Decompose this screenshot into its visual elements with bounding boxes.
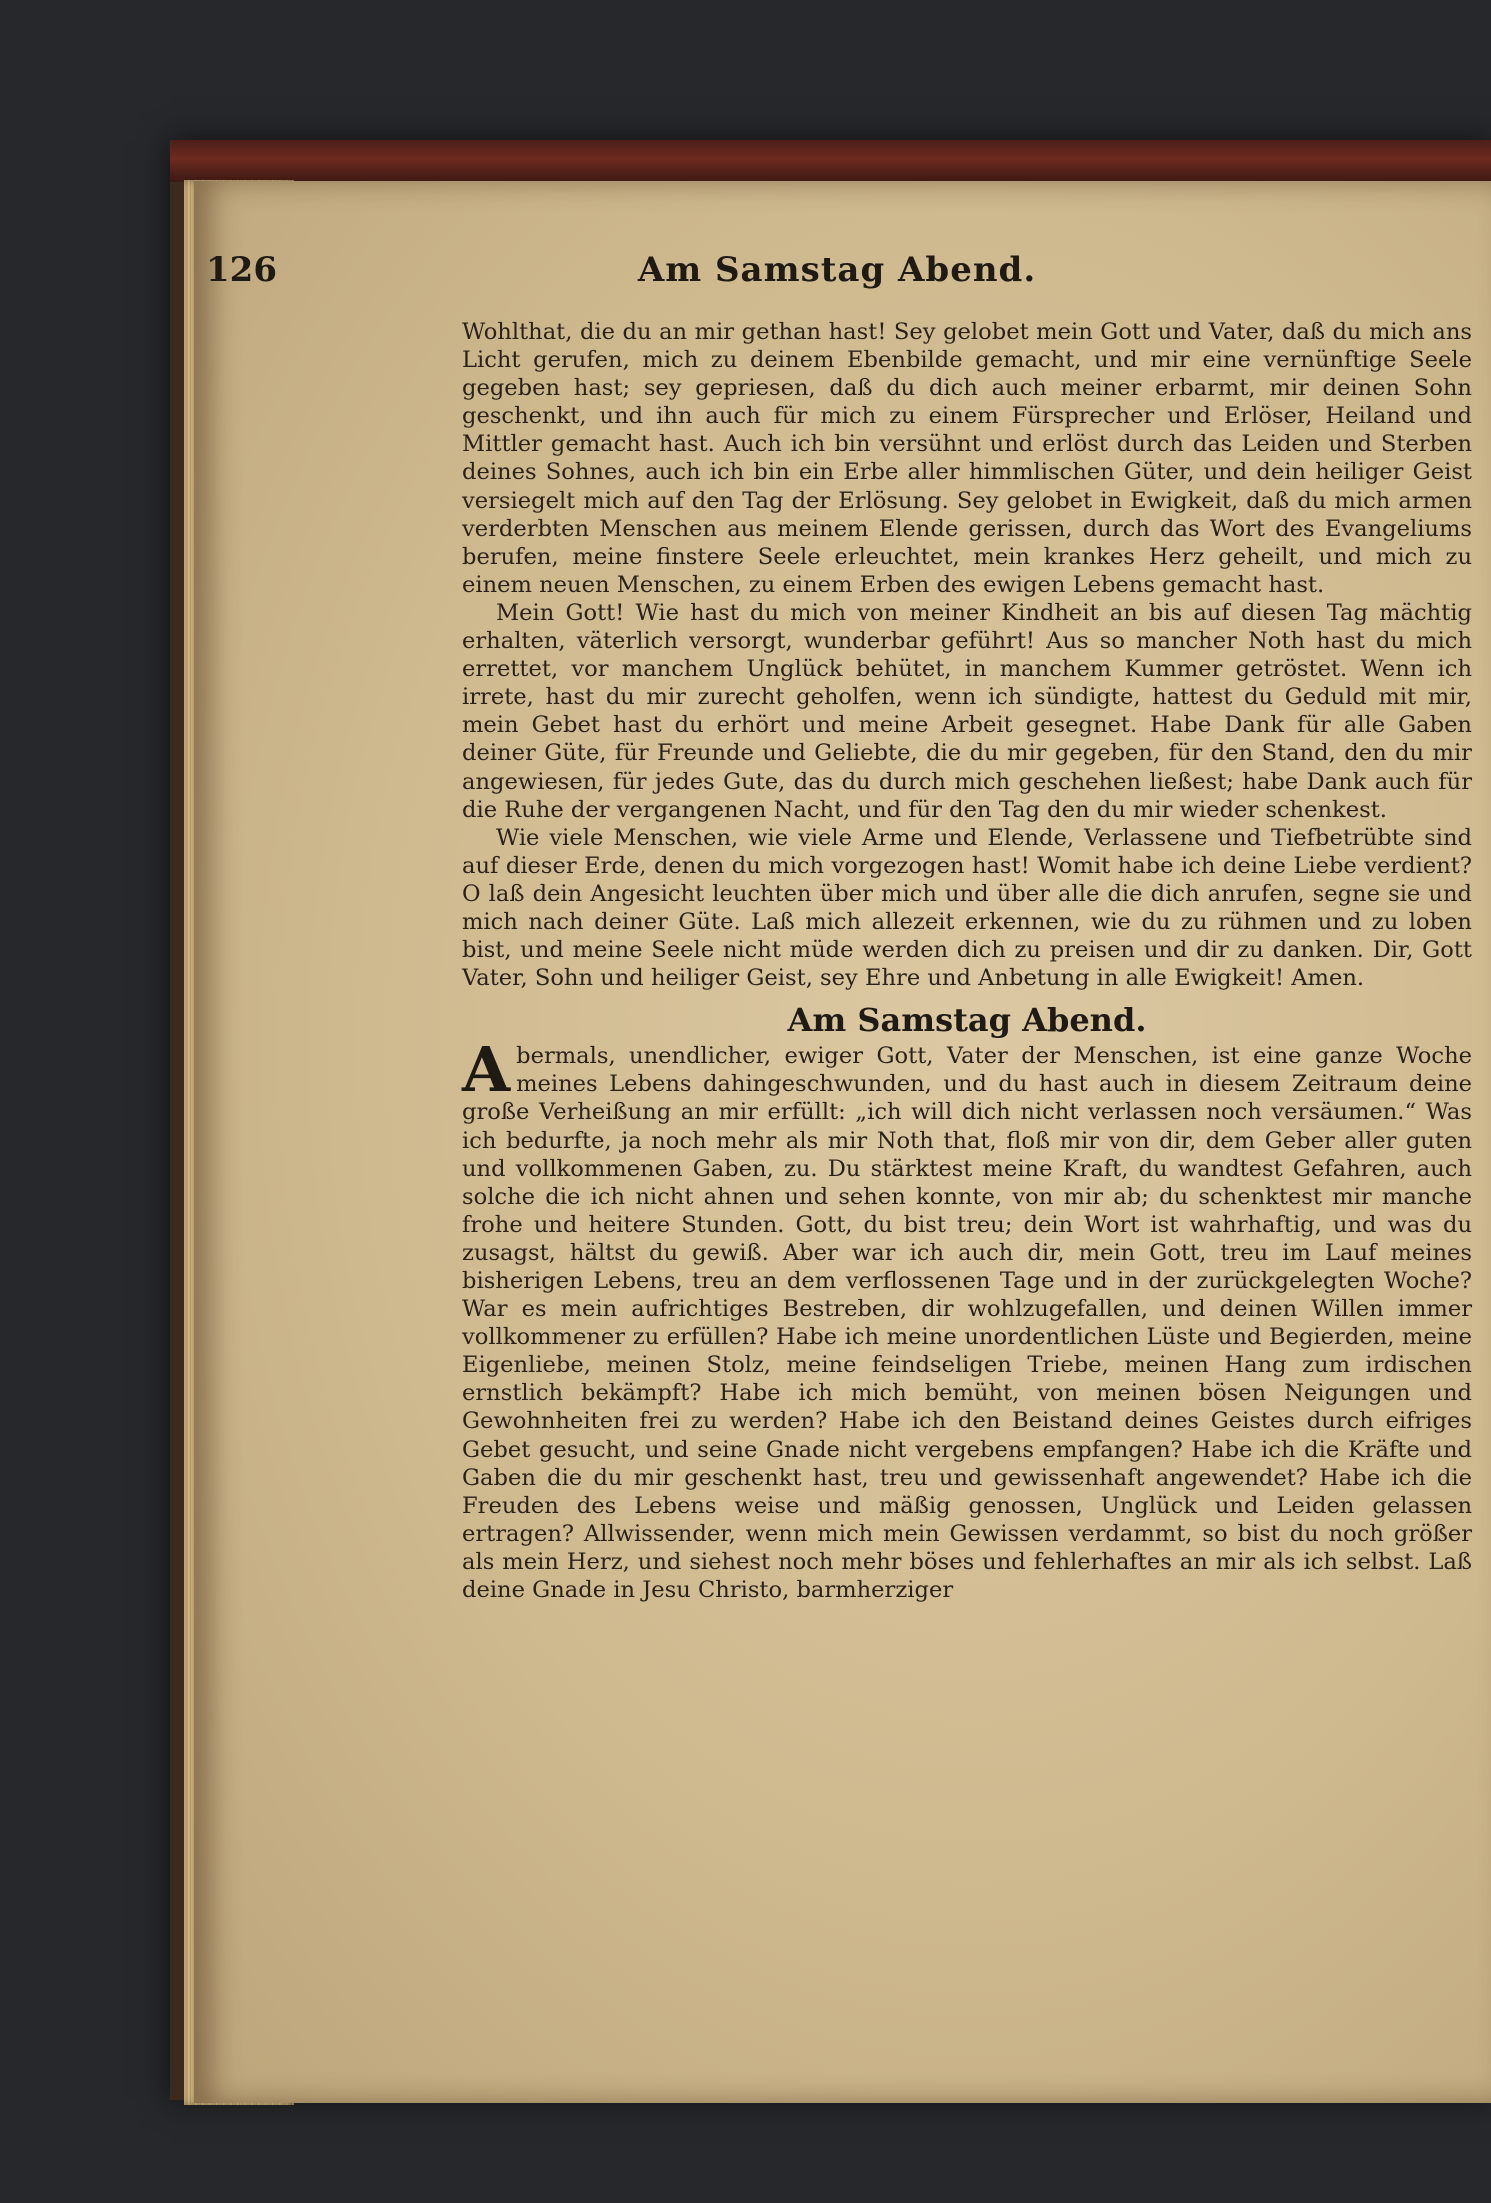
section-heading: Am Samstag Abend.	[787, 1001, 1147, 1040]
running-head: Am Samstag Abend.	[637, 250, 1037, 290]
page-number: 126	[206, 250, 277, 290]
section-paragraph-text: bermals, unendlicher, ewiger Gott, Vater der Menschen, ist eine ganze Woche meines Lebens dahingeschwunden, und du hast auch in diesem Zeitraum deine große Verheißung an mir erfüllt: „ich will dich nicht verlassen noch versäumen.“ Was ich bedurfte, ja noch mehr als mir Noth that, floß mir von dir, dem Geber aller guten und vollkommenen Gaben, zu. Du stärktest meine Kraft, du wandtest Gefahren, auch solche die ich nicht ahnen und sehen konnte, von mir ab; du schenktest mir manche frohe und heitere Stunden. Gott, du bist treu; dein Wort ist wahrhaftig, und was du zusagst, hältst du gewiß. Aber war ich auch dir, mein Gott, treu im Lauf meines bisherigen Lebens, treu an dem verflossenen Tage und in der zurückgelegten Woche? War es mein aufrichtiges Bestreben, dir wohlzugefallen, und deinen Willen immer vollkommener zu erfüllen? Habe ich meine unordentlichen Lüste und Begierden, meine Eigenliebe, meinen Stolz, meine feindseligen Triebe, meinen Hang zum irdischen ernstlich bekämpft? Habe ich mich bemüht, von meinen bösen Neigungen und Gewohnheiten frei zu werden? Habe ich den Beistand deines Geistes durch eifriges Gebet gesucht, und seine Gnade nicht vergebens empfangen? Habe ich die Kräfte und Gaben die du mir geschenkt hast, treu und gewissenhaft angewendet? Habe ich die Freuden des Lebens weise und mäßig genossen, Unglück und Leiden gelassen ertragen? Allwissender, wenn mich mein Gewissen verdammt, so bist du noch größer als mein Herz, und siehest noch mehr böses und fehlerhaftes an mir als ich selbst. Laß deine Gnade in Jesu Christo, barmherziger	[462, 1043, 1472, 1604]
paragraph: Mein Gott! Wie hast du mich von meiner Kindheit an bis auf diesen Tag mächtig erhalten, väterlich versorgt, wunderbar geführt! Aus so mancher Noth hast du mich errettet, vor manchem Unglück behütet, in manchem Kummer getröstet. Wenn ich irrete, hast du mir zurecht geholfen, wenn ich sündigte, hattest du Geduld mit mir, mein Gebet hast du erhört und meine Arbeit gesegnet. Habe Dank für alle Gaben deiner Güte, für Freunde und Geliebte, die du mir gegeben, für den Stand, den du mir angewiesen, für jedes Gute, das du durch mich geschehen ließest; habe Dank auch für die Ruhe der vergangenen Nacht, und für den Tag den du mir wieder schenkest.	[462, 599, 1472, 823]
section-paragraph	[462, 1033, 1472, 1604]
page-header	[262, 250, 1412, 296]
drop-cap: A	[462, 1033, 511, 1107]
body-text	[462, 318, 1472, 1604]
paragraph: Wie viele Menschen, wie viele Arme und Elende, Verlassene und Tiefbetrübte sind auf dieser Erde, denen du mich vorgezogen hast! Womit habe ich deine Liebe verdient? O laß dein Angesicht leuchten über mich und über alle die dich anrufen, segne sie und mich nach deiner Güte. Laß mich allezeit erkennen, wie du zu rühmen und zu loben bist, und meine Seele nicht müde werden dich zu preisen und dir zu danken. Dir, Gott Vater, Sohn und heiliger Geist, sey Ehre und Anbetung in alle Ewigkeit! Amen.	[462, 824, 1472, 992]
book-spine-edge	[170, 140, 1491, 182]
paragraph-continued: Wohlthat, die du an mir gethan hast! Sey gelobet mein Gott und Vater, daß du mich ans Licht gerufen, mich zu deinem Ebenbilde gemacht, und mir eine vernünftige Seele gegeben hast; sey gepriesen, daß du dich auch meiner erbarmt, mir deinen Sohn geschenkt, und ihn auch für mich zu einem Fürsprecher und Erlöser, Heiland und Mittler gemacht hast. Auch ich bin versühnt und erlöst durch das Leiden und Sterben deines Sohnes, auch ich bin ein Erbe aller himmlischen Güter, und dein heiliger Geist versiegelt mich auf den Tag der Erlösung. Sey gelobet in Ewigkeit, daß du mich armen verderbten Menschen aus meinem Elende gerissen, durch das Wort des Evangeliums berufen, meine finstere Seele erleuchtet, mein krankes Herz geheilt, und mich zu einem neuen Menschen, zu einem Erben des ewigen Lebens gemacht hast.	[462, 319, 1472, 598]
